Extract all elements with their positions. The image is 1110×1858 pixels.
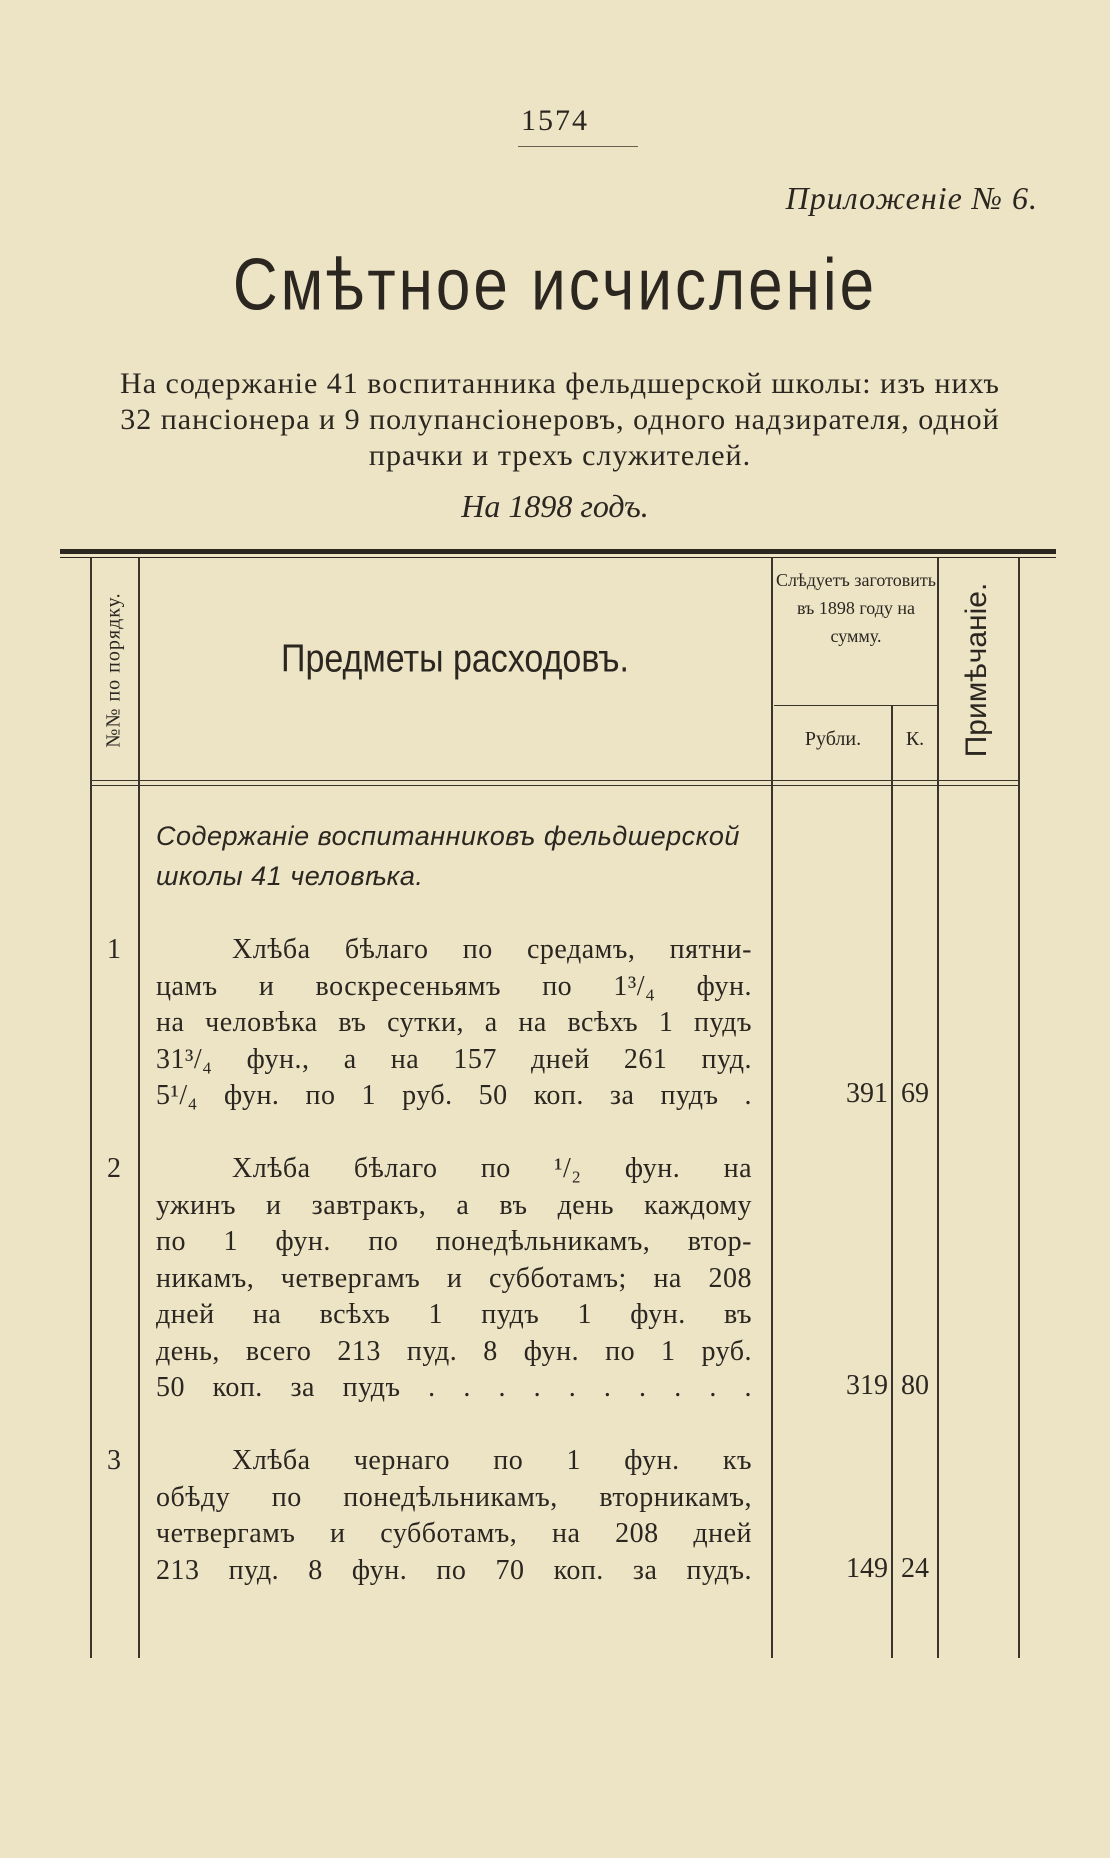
row-text-line: по 1 фун. по понедѣльникамъ, втор-: [156, 1226, 752, 1257]
table-right-border: [1018, 558, 1020, 1658]
row-text-line: Хлѣба чернаго по 1 фун. къ: [232, 1445, 752, 1476]
row-number: 1: [107, 934, 121, 965]
col-header-number: №№ по порядку.: [102, 592, 125, 748]
row-text-line: на человѣка въ сутки, а на всѣхъ 1 пудъ: [156, 1007, 752, 1038]
row-amount-rubles: 391: [846, 1078, 888, 1109]
row-amount-rubles: 149: [846, 1553, 888, 1584]
row-text-line: 5¹/₄ фун. по 1 руб. 50 коп. за пудъ .: [156, 1080, 752, 1111]
header-bottom-rule-2: [90, 785, 1018, 786]
row-amount-rubles: 319: [846, 1370, 888, 1401]
row-text-line: никамъ, четвергамъ и субботамъ; на 208: [156, 1262, 752, 1294]
table-top-thick-rule: [60, 549, 1056, 554]
row-text-line: четвергамъ и субботамъ, на 208 дней: [156, 1518, 752, 1549]
row-amount-kopecks: 80: [901, 1370, 929, 1401]
row-text-line: цамъ и воскресеньямъ по 1³/₄ фун.: [156, 970, 752, 1002]
row-text-line: Хлѣба бѣлаго по ¹/₂ фун. на: [232, 1153, 752, 1184]
row-text-line: 213 пуд. 8 фун. по 70 коп. за пудъ.: [156, 1554, 752, 1586]
row-number: 2: [107, 1153, 121, 1184]
col-divider-rub-kop: [891, 705, 893, 1658]
row-description: [156, 1151, 752, 1407]
row-text-line: день, всего 213 пуд. 8 фун. по 1 руб.: [156, 1335, 752, 1367]
row-text-line: дней на всѣхъ 1 пудъ 1 фун. въ: [156, 1299, 752, 1330]
row-text-line: 31³/₄ фун., а на 157 дней 261 пуд.: [156, 1043, 752, 1075]
col-divider-items: [771, 558, 773, 1658]
col-header-items: Предметы расходовъ.: [281, 637, 629, 681]
col-divider-num: [138, 558, 140, 1658]
row-number: 3: [107, 1445, 121, 1476]
row-amount-kopecks: 24: [901, 1553, 929, 1584]
row-description: [156, 932, 752, 1115]
header-bottom-rule: [90, 780, 1018, 781]
col-header-kopecks: К.: [905, 728, 925, 750]
col-header-note: Примѣчанiе.: [960, 582, 993, 758]
page-number-rule: [518, 146, 638, 147]
sum-header-divider: [774, 705, 938, 706]
row-description: [156, 1443, 752, 1589]
document-year: На 1898 годъ.: [461, 488, 649, 524]
row-text-line: обѣду по понедѣльникамъ, вторникамъ,: [156, 1481, 752, 1513]
page-number: 1574: [521, 104, 589, 137]
row-text-line: Хлѣба бѣлаго по средамъ, пятни-: [232, 934, 752, 965]
row-amount-kopecks: 69: [901, 1078, 929, 1109]
row-text-line: 50 коп. за пудъ . . . . . . . . . .: [156, 1372, 752, 1403]
col-header-sum: Слѣдуетъ заготовить въ 1898 году на сумму.: [776, 570, 936, 646]
row-text-line: ужинъ и завтракъ, а въ день каждому: [156, 1189, 752, 1221]
section-heading: Содержанiе воспитанниковъ фельдшерской школы 41 человѣка.: [156, 821, 740, 891]
col-divider-sum: [937, 558, 939, 1658]
appendix-label: Приложенiе № 6.: [785, 180, 1038, 216]
document-title: Смѣтное исчисленiе: [232, 244, 878, 327]
document-subtitle: На содержанiе 41 воспитанника фельдшерской школы: изъ нихъ 32 пансiонера и 9 полупансiонеровъ, одного надзирателя, одной прачки и трехъ служителей.: [120, 367, 1000, 472]
table-top-thin-rule: [60, 557, 1056, 558]
col-header-rubles: Рубли.: [804, 728, 862, 750]
